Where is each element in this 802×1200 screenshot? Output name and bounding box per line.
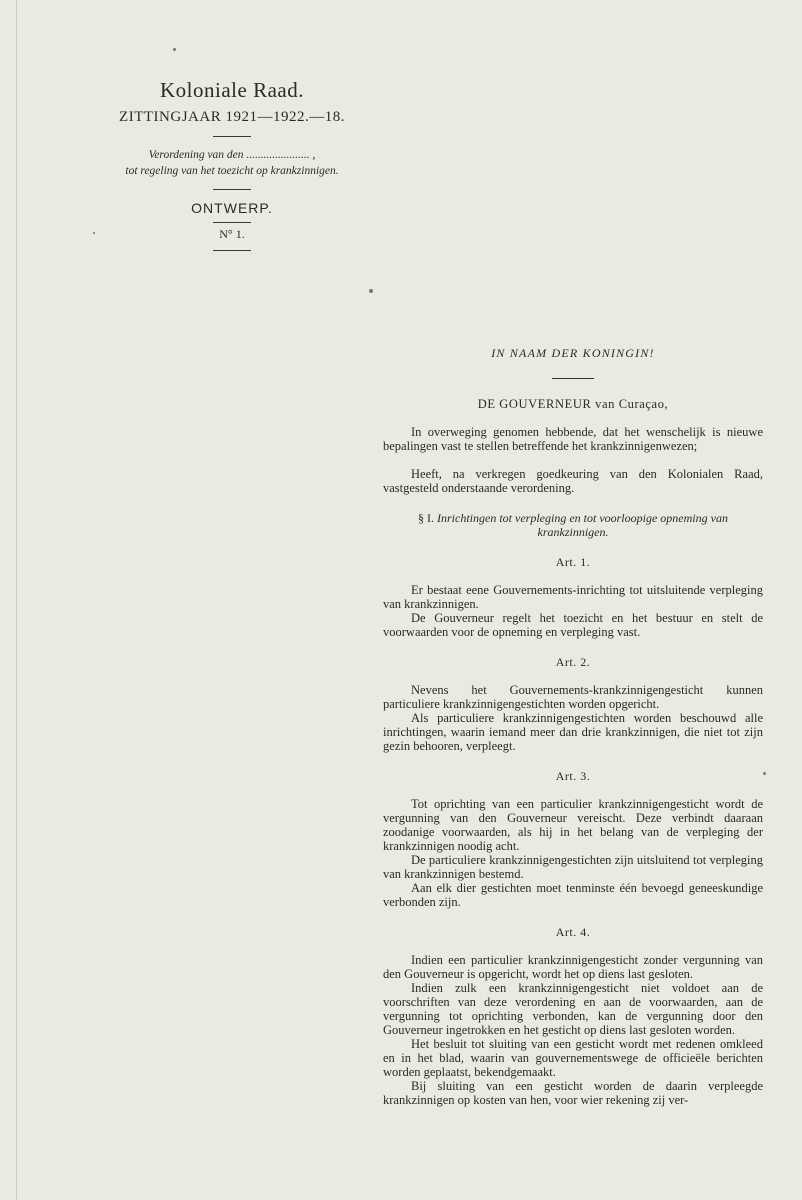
ordinance-body	[383, 340, 763, 1107]
article-paragraph: Het besluit tot sluiting van een gesticht wordt met redenen omkleed en in het blad, waarin van gouvernementswege de officieële berichten worden geplaatst, bekendgemaakt.	[383, 1037, 763, 1079]
article-paragraph: De Gouverneur regelt het toezicht en het bestuur en stelt de voorwaarden voor de opneming en verpleging vast.	[383, 611, 763, 639]
paper-speck	[763, 772, 766, 775]
ordinance-line-2: tot regeling van het toezicht op krankzinnigen.	[125, 165, 339, 177]
document-page	[16, 0, 802, 1200]
approval-paragraph: Heeft, na verkregen goedkeuring van den Kolonialen Raad, vastgesteld onderstaande verordening.	[383, 467, 763, 495]
article-paragraph: Nevens het Gouvernements-krankzinnigengesticht kunnen particuliere krankzinnigengestichten worden opgericht.	[383, 683, 763, 711]
article-paragraph: Aan elk dier gestichten moet tenminste één bevoegd geneeskundige verbonden zijn.	[383, 881, 763, 909]
ordinance-line-1: Verordening van den ...................... ,	[148, 149, 316, 161]
paper-speck	[369, 289, 373, 293]
article-paragraph: Indien zulk een krankzinnigengesticht niet voldoet aan de voorschriften van deze verordening en aan de voorwaarden, aan de vergunning tot oprichting verbonden, kan de vergunning door den Gouverneur ingetrokken en het gesticht op diens last gesloten worden.	[383, 981, 763, 1037]
article-heading: Art. 1.	[555, 555, 591, 569]
council-title: Koloniale Raad.	[160, 78, 304, 102]
section-heading	[383, 511, 763, 539]
section-title: Inrichtingen tot verpleging en tot voorloopige opneming van krankzinnigen.	[437, 511, 728, 539]
article-heading: Art. 2.	[555, 655, 591, 669]
article-4	[383, 925, 763, 1107]
governor-line: DE GOUVERNEUR van Curaçao,	[477, 397, 669, 411]
session-line: ZITTINGJAAR 1921—1922.—18.	[119, 109, 345, 125]
article-paragraph: Indien een particulier krankzinnigengesticht zonder vergunning van den Gouverneur is opgericht, wordt het op diens last gesloten.	[383, 953, 763, 981]
invocation: IN NAAM DER KONINGIN!	[491, 346, 655, 360]
paper-speck	[173, 48, 176, 51]
divider	[213, 250, 251, 251]
article-heading: Art. 4.	[555, 925, 591, 939]
article-paragraph: Tot oprichting van een particulier krankzinnigengesticht wordt de vergunning van den Gouverneur vereischt. Deze verbindt daaraan zoodanige voorwaarden, als hij in het belang van de verpleging der krankzinnigen noodig acht.	[383, 797, 763, 853]
draft-label: ONTWERP.	[191, 200, 273, 216]
article-paragraph: Bij sluiting van een gesticht worden de daarin verpleegde krankzinnigen op kosten van hen, voor wier rekening zij ver-	[383, 1079, 763, 1107]
article-1	[383, 555, 763, 639]
paper-speck	[93, 232, 95, 234]
article-3	[383, 769, 763, 909]
divider	[213, 189, 251, 190]
article-paragraph: Als particuliere krankzinnigengestichten worden beschouwd alle inrichtingen, waarin iemand meer dan drie krankzinnigen, die niet tot zijn gezin behooren, verpleegt.	[383, 711, 763, 753]
article-2	[383, 655, 763, 753]
article-paragraph: De particuliere krankzinnigengestichten zijn uitsluitend tot verpleging van krankzinnigen bestemd.	[383, 853, 763, 881]
article-paragraph: Er bestaat eene Gouvernements-inrichting tot uitsluitende verpleging van krankzinnigen.	[383, 583, 763, 611]
document-number: N° 1.	[219, 227, 245, 241]
divider	[552, 378, 594, 379]
divider	[213, 136, 251, 137]
considering-paragraph: In overweging genomen hebbende, dat het wenschelijk is nieuwe bepalingen vast te stellen betreffende het krankzinnigenwezen;	[383, 425, 763, 453]
divider	[213, 222, 251, 223]
section-number: § I.	[418, 511, 435, 525]
header-block	[87, 78, 377, 259]
article-heading: Art. 3.	[555, 769, 591, 783]
